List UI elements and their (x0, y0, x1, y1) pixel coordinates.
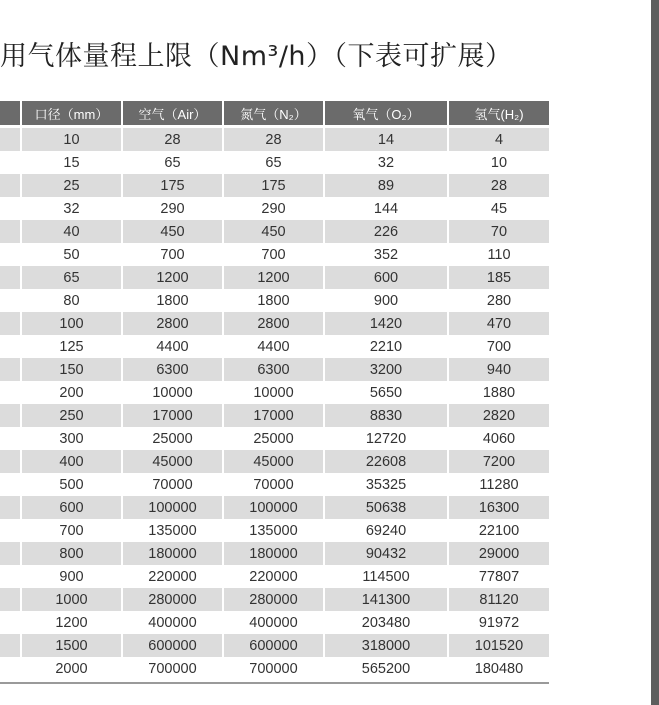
cell-hydrogen: 29000 (448, 542, 549, 565)
cell-hydrogen: 70 (448, 220, 549, 243)
cell-nitrogen: 4400 (223, 335, 324, 358)
cell-hydrogen: 10 (448, 151, 549, 174)
cell-nitrogen: 10000 (223, 381, 324, 404)
cell-oxygen: 69240 (324, 519, 448, 542)
cell-diameter: 600 (21, 496, 122, 519)
cell-hydrogen: 45 (448, 197, 549, 220)
table-header (0, 101, 549, 127)
table-row (0, 657, 549, 680)
cell-diameter: 32 (21, 197, 122, 220)
table-row (0, 243, 549, 266)
cell-hydrogen: 1880 (448, 381, 549, 404)
cell-diameter: 800 (21, 542, 122, 565)
cell-nitrogen: 180000 (223, 542, 324, 565)
cell-diameter: 100 (21, 312, 122, 335)
cell-diameter: 1500 (21, 634, 122, 657)
cell-hydrogen: 101520 (448, 634, 549, 657)
cell-air: 290 (122, 197, 223, 220)
table-row (0, 151, 549, 174)
cell-oxygen: 90432 (324, 542, 448, 565)
table-row (0, 496, 549, 519)
cell-oxygen: 1420 (324, 312, 448, 335)
cell-hydrogen: 4 (448, 127, 549, 152)
cell-air: 220000 (122, 565, 223, 588)
cell-oxygen: 12720 (324, 427, 448, 450)
cell-oxygen: 89 (324, 174, 448, 197)
cell-diameter: 500 (21, 473, 122, 496)
cell-oxygen: 114500 (324, 565, 448, 588)
header-oxygen: 氧气（O₂） (324, 101, 448, 127)
cell-nitrogen: 400000 (223, 611, 324, 634)
cell-oxygen: 352 (324, 243, 448, 266)
cell-nitrogen: 1200 (223, 266, 324, 289)
cell-air: 700000 (122, 657, 223, 680)
cell-oxygen: 8830 (324, 404, 448, 427)
cell-cropped (0, 519, 21, 542)
cell-oxygen: 565200 (324, 657, 448, 680)
cell-oxygen: 50638 (324, 496, 448, 519)
table-body (0, 127, 549, 681)
cell-diameter: 40 (21, 220, 122, 243)
cell-air: 17000 (122, 404, 223, 427)
cell-oxygen: 318000 (324, 634, 448, 657)
cell-air: 2800 (122, 312, 223, 335)
cell-cropped (0, 358, 21, 381)
cell-air: 600000 (122, 634, 223, 657)
cell-nitrogen: 17000 (223, 404, 324, 427)
cell-hydrogen: 16300 (448, 496, 549, 519)
cell-cropped (0, 381, 21, 404)
cell-nitrogen: 700000 (223, 657, 324, 680)
cell-nitrogen: 28 (223, 127, 324, 152)
cell-diameter: 200 (21, 381, 122, 404)
cell-air: 135000 (122, 519, 223, 542)
cell-oxygen: 900 (324, 289, 448, 312)
cell-air: 175 (122, 174, 223, 197)
gas-range-table (0, 101, 549, 680)
cell-cropped (0, 151, 21, 174)
cell-air: 1200 (122, 266, 223, 289)
cell-oxygen: 226 (324, 220, 448, 243)
cell-cropped (0, 404, 21, 427)
cell-oxygen: 32 (324, 151, 448, 174)
cell-diameter: 50 (21, 243, 122, 266)
cell-hydrogen: 470 (448, 312, 549, 335)
cell-oxygen: 5650 (324, 381, 448, 404)
table-row (0, 473, 549, 496)
cell-air: 180000 (122, 542, 223, 565)
table-row (0, 588, 549, 611)
table-row (0, 565, 549, 588)
cell-cropped (0, 220, 21, 243)
cell-oxygen: 2210 (324, 335, 448, 358)
gas-range-table-container (0, 101, 549, 680)
cell-air: 6300 (122, 358, 223, 381)
cell-air: 280000 (122, 588, 223, 611)
cell-hydrogen: 4060 (448, 427, 549, 450)
cell-air: 700 (122, 243, 223, 266)
cell-cropped (0, 611, 21, 634)
cell-hydrogen: 2820 (448, 404, 549, 427)
cell-cropped (0, 312, 21, 335)
cell-hydrogen: 940 (448, 358, 549, 381)
cell-oxygen: 144 (324, 197, 448, 220)
cell-hydrogen: 91972 (448, 611, 549, 634)
header-hydrogen: 氢气(H₂) (448, 101, 549, 127)
cell-nitrogen: 1800 (223, 289, 324, 312)
cell-nitrogen: 25000 (223, 427, 324, 450)
cell-oxygen: 3200 (324, 358, 448, 381)
cell-nitrogen: 290 (223, 197, 324, 220)
cell-nitrogen: 6300 (223, 358, 324, 381)
table-row (0, 127, 549, 152)
table-row (0, 358, 549, 381)
cell-cropped (0, 427, 21, 450)
cell-air: 100000 (122, 496, 223, 519)
cell-hydrogen: 110 (448, 243, 549, 266)
cell-diameter: 25 (21, 174, 122, 197)
cell-hydrogen: 180480 (448, 657, 549, 680)
cell-nitrogen: 700 (223, 243, 324, 266)
cell-cropped (0, 127, 21, 152)
table-row (0, 404, 549, 427)
header-cell-cropped (0, 101, 21, 127)
cell-air: 65 (122, 151, 223, 174)
cell-diameter: 300 (21, 427, 122, 450)
table-row (0, 427, 549, 450)
table-row (0, 174, 549, 197)
cell-hydrogen: 28 (448, 174, 549, 197)
cell-hydrogen: 700 (448, 335, 549, 358)
cell-hydrogen: 22100 (448, 519, 549, 542)
cell-diameter: 15 (21, 151, 122, 174)
cell-diameter: 150 (21, 358, 122, 381)
cell-diameter: 1200 (21, 611, 122, 634)
table-row (0, 220, 549, 243)
cell-nitrogen: 220000 (223, 565, 324, 588)
cell-oxygen: 600 (324, 266, 448, 289)
cell-hydrogen: 185 (448, 266, 549, 289)
cell-hydrogen: 280 (448, 289, 549, 312)
cell-diameter: 250 (21, 404, 122, 427)
header-row (0, 101, 549, 127)
cell-diameter: 900 (21, 565, 122, 588)
cell-cropped (0, 473, 21, 496)
cell-diameter: 10 (21, 127, 122, 152)
cell-cropped (0, 197, 21, 220)
header-diameter: 口径（mm） (21, 101, 122, 127)
cell-diameter: 400 (21, 450, 122, 473)
cell-nitrogen: 45000 (223, 450, 324, 473)
table-row (0, 450, 549, 473)
cell-air: 28 (122, 127, 223, 152)
cell-nitrogen: 2800 (223, 312, 324, 335)
cell-cropped (0, 266, 21, 289)
table-row (0, 335, 549, 358)
cell-nitrogen: 280000 (223, 588, 324, 611)
cell-cropped (0, 243, 21, 266)
cell-diameter: 80 (21, 289, 122, 312)
cell-oxygen: 22608 (324, 450, 448, 473)
cell-cropped (0, 174, 21, 197)
cell-oxygen: 14 (324, 127, 448, 152)
cell-nitrogen: 100000 (223, 496, 324, 519)
cell-diameter: 700 (21, 519, 122, 542)
cell-cropped (0, 335, 21, 358)
cell-hydrogen: 7200 (448, 450, 549, 473)
cell-cropped (0, 657, 21, 680)
cell-air: 10000 (122, 381, 223, 404)
table-row (0, 197, 549, 220)
header-nitrogen: 氮气（N₂） (223, 101, 324, 127)
cell-hydrogen: 11280 (448, 473, 549, 496)
cell-cropped (0, 634, 21, 657)
cell-diameter: 65 (21, 266, 122, 289)
cell-oxygen: 35325 (324, 473, 448, 496)
cell-nitrogen: 175 (223, 174, 324, 197)
cell-cropped (0, 450, 21, 473)
cell-hydrogen: 81120 (448, 588, 549, 611)
cell-air: 1800 (122, 289, 223, 312)
cell-nitrogen: 70000 (223, 473, 324, 496)
cell-air: 400000 (122, 611, 223, 634)
cell-oxygen: 203480 (324, 611, 448, 634)
cell-cropped (0, 289, 21, 312)
cell-oxygen: 141300 (324, 588, 448, 611)
cell-hydrogen: 77807 (448, 565, 549, 588)
cell-air: 450 (122, 220, 223, 243)
cell-diameter: 125 (21, 335, 122, 358)
table-row (0, 312, 549, 335)
cell-air: 70000 (122, 473, 223, 496)
cell-nitrogen: 135000 (223, 519, 324, 542)
cell-air: 25000 (122, 427, 223, 450)
page-title: 用气体量程上限（Nm³/h）（下表可扩展） (0, 41, 513, 72)
table-row (0, 289, 549, 312)
cell-cropped (0, 588, 21, 611)
table-row (0, 266, 549, 289)
cell-nitrogen: 600000 (223, 634, 324, 657)
table-bottom-rule (0, 682, 549, 684)
table-row (0, 381, 549, 404)
cell-cropped (0, 542, 21, 565)
cell-air: 45000 (122, 450, 223, 473)
cell-diameter: 2000 (21, 657, 122, 680)
cell-air: 4400 (122, 335, 223, 358)
cell-nitrogen: 450 (223, 220, 324, 243)
table-row (0, 634, 549, 657)
cell-cropped (0, 496, 21, 519)
right-edge-bar (651, 0, 659, 705)
table-row (0, 611, 549, 634)
cell-cropped (0, 565, 21, 588)
table-row (0, 519, 549, 542)
cell-diameter: 1000 (21, 588, 122, 611)
table-row (0, 542, 549, 565)
header-air: 空气（Air） (122, 101, 223, 127)
cell-nitrogen: 65 (223, 151, 324, 174)
